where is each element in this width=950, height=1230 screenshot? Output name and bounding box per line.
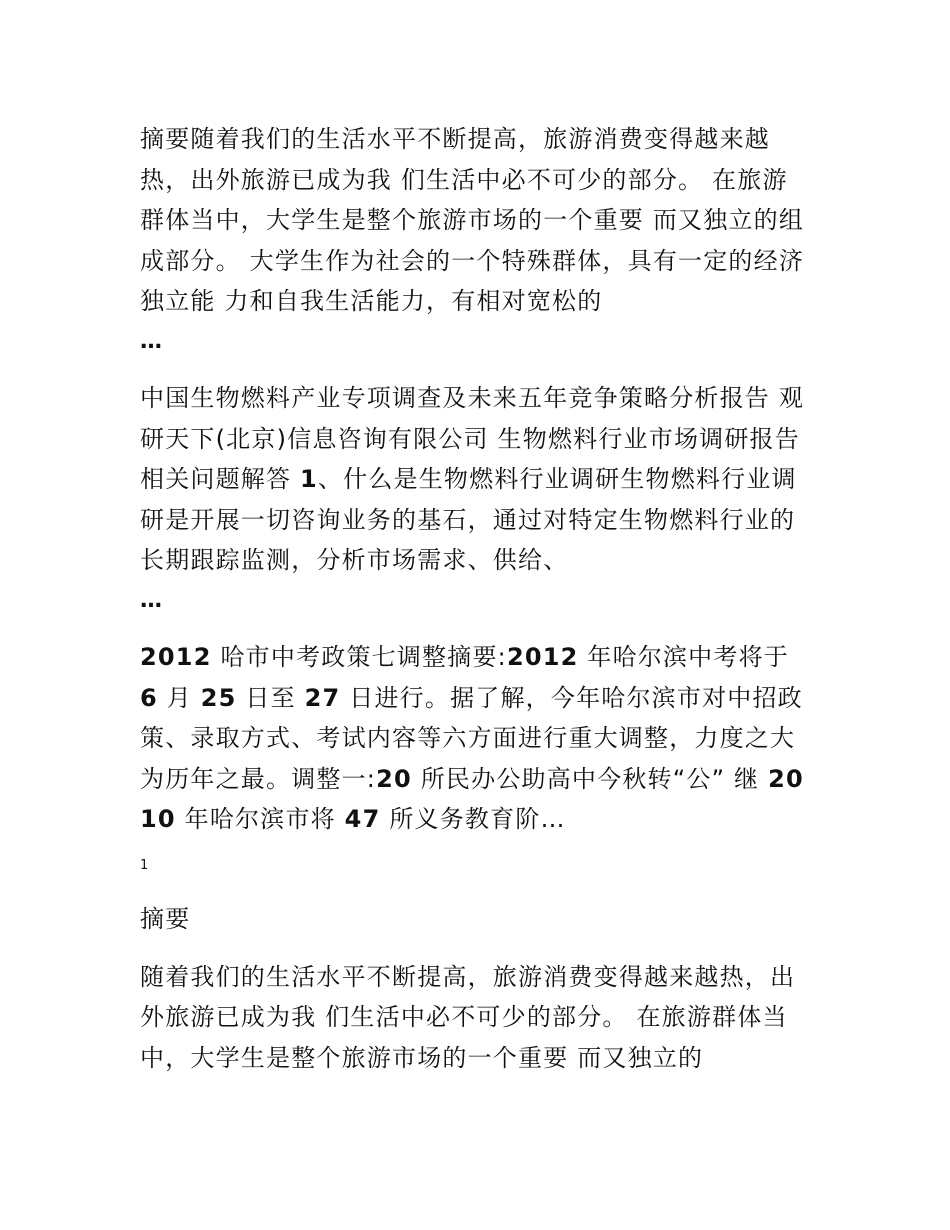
snippet-3-text: 2012 哈市中考政策七调整摘要:2012 年哈尔滨中考将于 6 月 25 日至 27 日进行。据了解，今年哈尔滨市对中招政策、录取方式、考试内容等六方面进行重大调整，力度之大为历年之最。调整一:20 所民办公助高中今秋转“公” 继 2010 年哈尔滨市将 47 所义务教育阶… (140, 643, 804, 833)
snippet-paragraph-3 (140, 637, 812, 840)
snippet-1-ellipsis: … (140, 328, 164, 354)
snippet-2-ellipsis: … (140, 587, 164, 613)
body-text: 随着我们的生活水平不断提高，旅游消费变得越来越热，出外旅游已成为我 们生活中必不可少的部分。 在旅游群体当中，大学生是整个旅游市场的一个重要 而又独立的 (140, 962, 796, 1072)
snippet-1-text: 摘要随着我们的生活水平不断提高，旅游消费变得越来越热，出外旅游已成为我 们生活中必不可少的部分。 在旅游群体当中，大学生是整个旅游市场的一个重要 而又独立的组成部分。 大学生作为社会的一个特殊群体，具有一定的经济独立能 力和自我生活能力，有相对宽松的 (140, 125, 805, 315)
section-heading: 摘要 (140, 904, 191, 933)
body-paragraph (140, 957, 812, 1079)
page-number: 1 (140, 857, 149, 873)
snippet-paragraph-2 (140, 378, 812, 621)
document-page (140, 119, 812, 1094)
snippet-paragraph-1 (140, 119, 812, 362)
snippet-2-text: 中国生物燃料产业专项调查及未来五年竞争策略分析报告 观研天下(北京)信息咨询有限公司 生物燃料行业市场调研报告相关问题解答 1、什么是生物燃料行业调研生物燃料行业调研是开展一切咨询业务的基石，通过对特定生物燃料行业的长期跟踪监测，分析市场需求、供给、 (140, 384, 805, 574)
